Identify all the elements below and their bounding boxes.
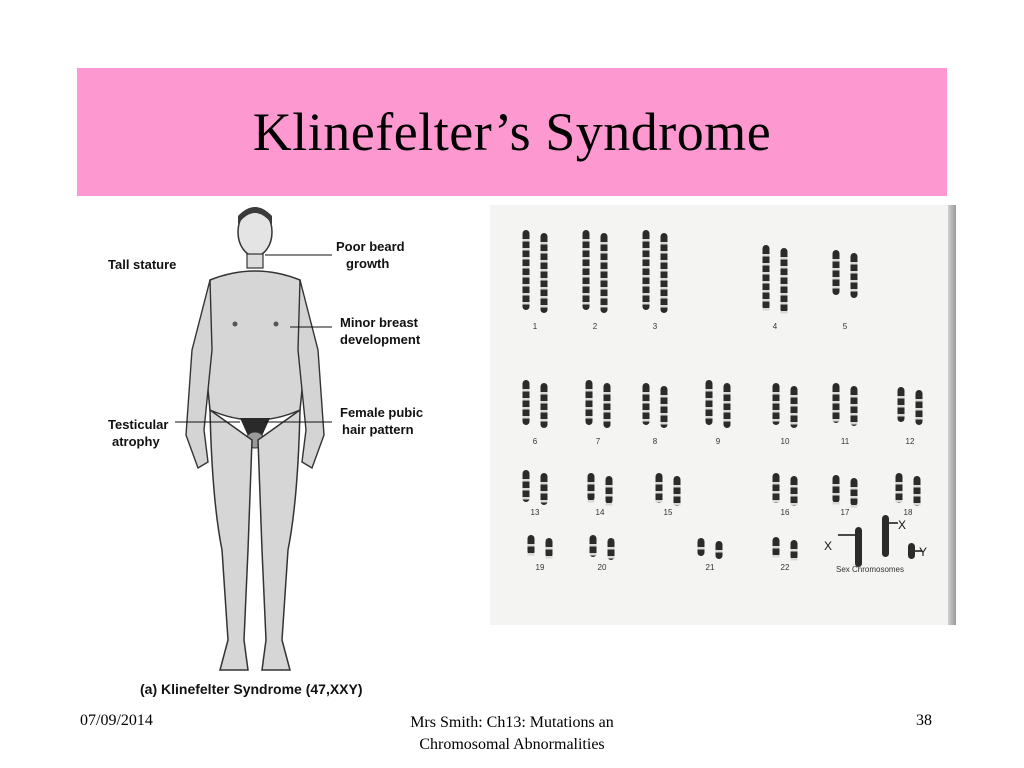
chromosome-band (643, 419, 650, 422)
chromosome-band (588, 500, 595, 503)
chromosome-band (601, 251, 608, 254)
chromosome-band (583, 284, 590, 287)
label-female-pubic-line2: hair pattern (342, 422, 414, 437)
chromosome-band (781, 293, 788, 296)
chromosome-number-22: 22 (780, 563, 790, 572)
chromosome-number-18: 18 (903, 508, 913, 517)
chromosome-15-b (674, 476, 681, 506)
chromosome-band (791, 395, 798, 398)
chromosome-band (773, 491, 780, 494)
chromosome-band (606, 503, 613, 506)
chromosome-band (773, 482, 780, 485)
chromosome-band (601, 260, 608, 263)
chromosome-number-10: 10 (780, 437, 790, 446)
chromosome-number-4: 4 (772, 322, 778, 331)
chromosome-band (773, 401, 780, 404)
label-minor-breast (340, 314, 420, 348)
karyotype-chromosomes (490, 205, 952, 625)
chromosome-band (541, 296, 548, 299)
chromosome-band (586, 389, 593, 392)
chromosome-band (523, 239, 530, 242)
chromosome-band (656, 491, 663, 494)
title-banner (77, 68, 947, 196)
chromosome-band (661, 422, 668, 425)
chromosome-band (583, 293, 590, 296)
chromosome-band (523, 488, 530, 491)
chromosome-band (833, 419, 840, 422)
chromosome-band (523, 275, 530, 278)
chromosome-band (606, 485, 613, 488)
chromosome-band (781, 275, 788, 278)
chromosome-band (588, 491, 595, 494)
chromosome-band (773, 555, 780, 558)
chromosome-band (791, 485, 798, 488)
chromosome-band (833, 484, 840, 487)
chromosome-band (763, 308, 770, 311)
label-poor-beard-line2: growth (346, 256, 390, 271)
chromosome-band (851, 422, 858, 425)
chromosome-3-b (661, 233, 668, 313)
chromosome-band (833, 392, 840, 395)
chromosome-band (724, 410, 731, 413)
chromosome-band (643, 257, 650, 260)
chromosome-band (604, 401, 611, 404)
chromosome-band (523, 266, 530, 269)
footer-page-number: 38 (916, 712, 932, 729)
chromosome-band (604, 410, 611, 413)
chromosome-band (583, 239, 590, 242)
chromosome-band (604, 419, 611, 422)
chromosome-band (898, 414, 905, 417)
chromosome-band (590, 553, 597, 556)
chromosome-band (833, 493, 840, 496)
chromosome-band (601, 278, 608, 281)
chromosome-number-15: 15 (663, 508, 673, 517)
chromosome-band (916, 399, 923, 402)
figure-caption: (a) Klinefelter Syndrome (47,XXY) (140, 681, 363, 697)
chromosome-band (851, 280, 858, 283)
chromosome-band (661, 251, 668, 254)
chromosome-number-21: 21 (705, 563, 715, 572)
chromosome-band (546, 547, 553, 550)
label-minor-breast-line1: Minor breast (340, 315, 419, 330)
chromosome-number-20: 20 (597, 563, 607, 572)
chromosome-number-2: 2 (592, 322, 598, 331)
chromosome-band (851, 271, 858, 274)
chromosome-band (608, 547, 615, 550)
chromosome-band (523, 257, 530, 260)
chromosome-band (791, 558, 798, 561)
chromosome-band (601, 242, 608, 245)
chromosome-band (601, 269, 608, 272)
chromosome-2-a (583, 230, 590, 310)
chromosome-1-a (523, 230, 530, 310)
chromosome-band (833, 268, 840, 271)
chromosome-band (583, 302, 590, 305)
chromosome-band (656, 500, 663, 503)
chromosome-band (791, 494, 798, 497)
chromosome-band (661, 305, 668, 308)
chromosome-band (763, 290, 770, 293)
chromosome-number-19: 19 (535, 563, 545, 572)
chromosome-band (833, 286, 840, 289)
chromosome-band (541, 401, 548, 404)
chromosome-12-a (898, 387, 905, 422)
chromosome-band (851, 262, 858, 265)
chromosome-band (606, 494, 613, 497)
chromosome-number-6: 6 (532, 437, 538, 446)
chromosome-band (643, 275, 650, 278)
chromosome-band (656, 482, 663, 485)
chromosome-number-13: 13 (530, 508, 540, 517)
chromosome-band (898, 396, 905, 399)
chromosome-band (724, 419, 731, 422)
chromosome-17-a (833, 475, 840, 503)
chromosome-10-a (773, 383, 780, 425)
chromosome-band (916, 408, 923, 411)
chromosome-band (643, 401, 650, 404)
chromosome-band (601, 287, 608, 290)
chromosome-band (523, 293, 530, 296)
chromosome-band (541, 305, 548, 308)
chromosome-number-14: 14 (595, 508, 605, 517)
chromosome-band (523, 302, 530, 305)
label-minor-breast-line2: development (340, 332, 421, 347)
chromosome-number-8: 8 (652, 437, 658, 446)
chromosome-band (546, 556, 553, 559)
chromosome-band (661, 413, 668, 416)
chromosome-number-3: 3 (652, 322, 658, 331)
label-testicular (108, 416, 168, 450)
chromosome-band (916, 417, 923, 420)
chromosome-band (833, 502, 840, 505)
chromosome-band (851, 395, 858, 398)
chromosome-10-b (791, 386, 798, 428)
chromosome-band (791, 404, 798, 407)
footer-title (362, 712, 662, 756)
label-poor-beard-line1: Poor beard (336, 239, 405, 254)
chromosome-band (706, 398, 713, 401)
chromosome-band (781, 266, 788, 269)
chromosome-band (781, 311, 788, 314)
chromosome-band (833, 277, 840, 280)
karyotype-image (490, 205, 952, 625)
footer-title-line1: Mrs Smith: Ch13: Mutations an (410, 714, 614, 731)
chromosome-number-11: 11 (840, 437, 850, 446)
chromosome-band (643, 302, 650, 305)
chromosome-band (833, 410, 840, 413)
chromosome-band (643, 248, 650, 251)
chromosome-band (698, 547, 705, 550)
chromosome-band (674, 503, 681, 506)
chromosome-band (833, 401, 840, 404)
chromosome-band (583, 266, 590, 269)
chromosome-band (781, 284, 788, 287)
label-testicular-line1: Testicular (108, 417, 169, 432)
chromosome-14-a (588, 473, 595, 501)
chromosome-band (541, 482, 548, 485)
chromosome-band (661, 242, 668, 245)
chromosome-band (586, 398, 593, 401)
chromosome-band (601, 305, 608, 308)
chromosome-band (528, 544, 535, 547)
label-testicular-line2: atrophy (112, 434, 160, 449)
chromosome-band (523, 416, 530, 419)
chromosome-band (781, 257, 788, 260)
footer-date: 07/09/2014 (80, 712, 153, 729)
chromosome-number-17: 17 (840, 508, 850, 517)
chromosome-band (541, 500, 548, 503)
chromosome-band (896, 491, 903, 494)
chromosome-band (763, 263, 770, 266)
chromosome-band (643, 392, 650, 395)
chromosome-band (661, 260, 668, 263)
karyotype-page-edge (948, 205, 956, 625)
chromosome-band (898, 405, 905, 408)
label-poor-beard (336, 238, 405, 272)
chromosome-band (773, 419, 780, 422)
klinefelter-body-figure (100, 200, 490, 705)
chromosome-band (590, 544, 597, 547)
chromosome-band (588, 482, 595, 485)
chromosome-band (914, 485, 921, 488)
chromosome-band (674, 494, 681, 497)
chromosome-band (724, 392, 731, 395)
chromosome-band (523, 284, 530, 287)
chromosome-12-b (916, 390, 923, 425)
body-illustration (100, 200, 490, 705)
slide-title: Klinefelter’s Syndrome (252, 102, 772, 162)
chromosome-band (541, 392, 548, 395)
chromosome-band (604, 392, 611, 395)
chromosome-8-b (661, 386, 668, 428)
chromosome-band (706, 407, 713, 410)
chromosome-band (661, 395, 668, 398)
chromosome-band (706, 389, 713, 392)
chromosome-8-a (643, 383, 650, 425)
chromosome-band (773, 392, 780, 395)
chromosome-number-12: 12 (905, 437, 915, 446)
chromosome-band (661, 278, 668, 281)
chromosome-band (773, 546, 780, 549)
chromosome-band (661, 269, 668, 272)
chromosome-band (661, 404, 668, 407)
chromosome-band (791, 422, 798, 425)
chromosome-band (541, 251, 548, 254)
chromosome-number-7: 7 (595, 437, 601, 446)
chromosome-x1 (855, 527, 862, 567)
label-female-pubic-line1: Female pubic (340, 405, 424, 420)
chromosome-17-b (851, 478, 858, 506)
chromosome-16-b (791, 476, 798, 506)
chromosome-band (791, 503, 798, 506)
chromosome-band (643, 266, 650, 269)
chromosome-16-a (773, 473, 780, 503)
chromosome-band (643, 284, 650, 287)
chromosome-band (791, 549, 798, 552)
sex-chromosomes-caption: Sex Chromosomes (835, 565, 905, 574)
chromosome-band (523, 479, 530, 482)
chromosome-band (896, 482, 903, 485)
chromosome-band (586, 416, 593, 419)
chromosome-y (908, 543, 915, 559)
chromosome-number-5: 5 (842, 322, 848, 331)
sex-chrom-y-label: Y (919, 545, 928, 559)
chromosome-band (528, 553, 535, 556)
chromosome-number-1: 1 (532, 322, 538, 331)
chromosome-band (583, 275, 590, 278)
chromosome-band (896, 500, 903, 503)
chromosome-2-b (601, 233, 608, 313)
chromosome-band (763, 281, 770, 284)
chromosome-15-a (656, 473, 663, 503)
chromosome-band (851, 487, 858, 490)
chromosome-18-b (914, 476, 921, 506)
chromosome-band (586, 407, 593, 410)
label-female-pubic (340, 404, 423, 438)
chromosome-band (781, 302, 788, 305)
chromosome-band (851, 413, 858, 416)
chromosome-band (583, 248, 590, 251)
chromosome-band (773, 410, 780, 413)
chromosome-band (523, 497, 530, 500)
chromosome-band (661, 287, 668, 290)
chromosome-band (541, 269, 548, 272)
chromosome-number-16: 16 (780, 508, 790, 517)
chromosome-band (523, 398, 530, 401)
chromosome-band (541, 242, 548, 245)
chromosome-18-a (896, 473, 903, 503)
chromosome-band (643, 293, 650, 296)
chromosome-band (773, 500, 780, 503)
chromosome-band (541, 287, 548, 290)
chromosome-band (914, 503, 921, 506)
chromosome-band (716, 550, 723, 553)
chromosome-band (724, 401, 731, 404)
chromosome-band (706, 416, 713, 419)
sex-chrom-x-label: X (898, 518, 907, 532)
chromosome-band (674, 485, 681, 488)
chromosome-band (643, 239, 650, 242)
chromosome-band (851, 404, 858, 407)
chromosome-band (763, 299, 770, 302)
chromosome-band (541, 410, 548, 413)
chromosome-band (541, 491, 548, 494)
chromosome-band (523, 407, 530, 410)
chromosome-band (523, 389, 530, 392)
chromosome-band (763, 254, 770, 257)
chromosome-band (541, 419, 548, 422)
chromosome-band (851, 289, 858, 292)
chromosome-band (833, 259, 840, 262)
chromosome-x2 (882, 515, 889, 557)
chromosome-band (914, 494, 921, 497)
footer-title-line2: Chromosomal Abnormalities (419, 736, 605, 753)
chromosome-band (791, 413, 798, 416)
chromosome-band (851, 496, 858, 499)
chromosome-band (601, 296, 608, 299)
sex-chrom-x2-label: X (824, 539, 833, 553)
chromosome-band (541, 260, 548, 263)
chromosome-band (523, 248, 530, 251)
chromosome-band (541, 278, 548, 281)
chromosome-band (583, 257, 590, 260)
chromosome-band (608, 556, 615, 559)
label-tall-stature: Tall stature (108, 257, 177, 272)
chromosome-1-b (541, 233, 548, 313)
chromosome-band (763, 272, 770, 275)
chromosome-14-b (606, 476, 613, 504)
chromosome-band (661, 296, 668, 299)
chromosome-band (643, 410, 650, 413)
chromosome-3-a (643, 230, 650, 310)
chromosome-number-9: 9 (715, 437, 721, 446)
